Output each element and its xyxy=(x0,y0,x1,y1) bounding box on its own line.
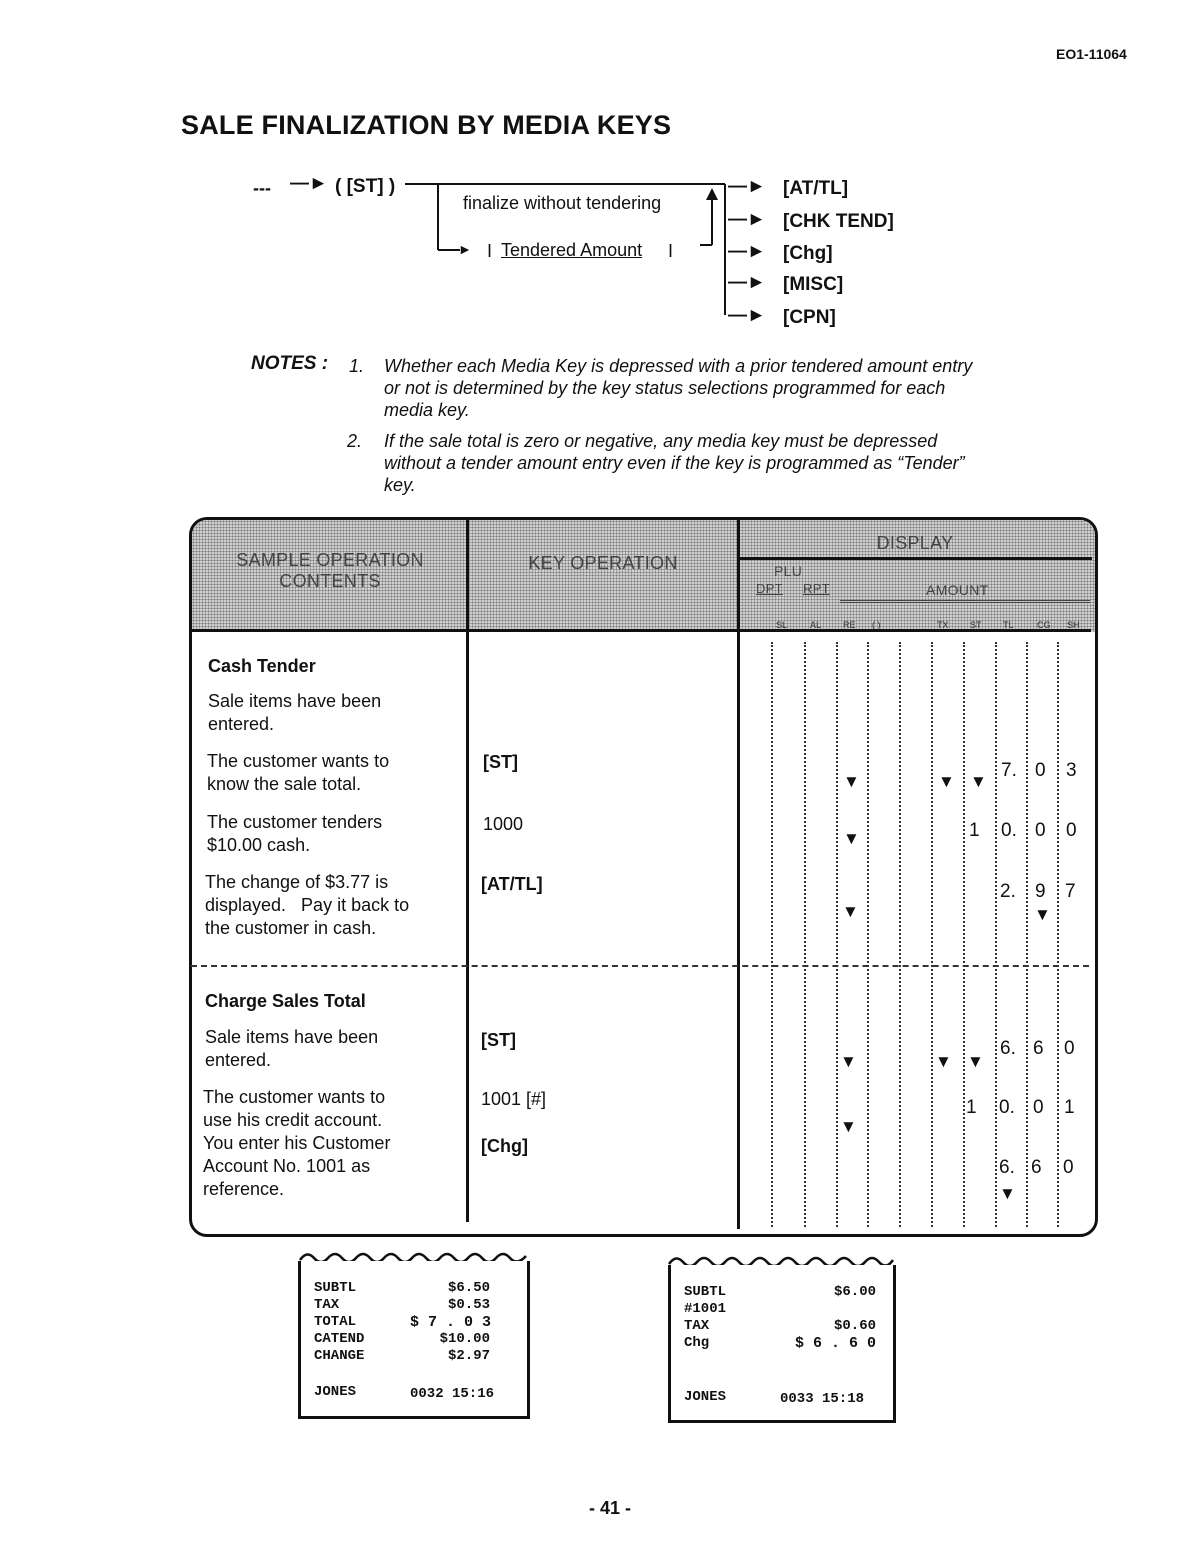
display-guide xyxy=(931,642,933,1227)
indicator-triangle-icon: ▼ xyxy=(840,1117,857,1136)
display-digit: 6. xyxy=(999,1157,1015,1178)
indicator-tl: TL xyxy=(1003,620,1014,630)
flow-key-at-tl: [AT/TL] xyxy=(783,178,849,199)
arrow-right-icon: —► xyxy=(728,305,766,326)
header-dpt: DPT xyxy=(756,581,783,596)
sample-line: displayed. Pay it back to xyxy=(205,895,410,915)
notes-label: NOTES : xyxy=(251,353,329,374)
key-operation: [AT/TL] xyxy=(481,874,543,894)
display-digit: 0 xyxy=(1035,820,1046,841)
display-digit: 0 xyxy=(1066,820,1077,841)
receipt-line xyxy=(314,1331,364,1348)
sample-line: The change of $3.77 is xyxy=(205,872,389,892)
page-number: - 41 - xyxy=(589,1498,632,1518)
note-1 xyxy=(384,355,1074,421)
indicator-re: RE xyxy=(843,620,856,630)
receipt-line xyxy=(684,1284,726,1301)
sample-line: entered. xyxy=(208,714,275,734)
sample-row xyxy=(203,1086,390,1201)
sample-row xyxy=(205,871,409,940)
receipt-cash-values xyxy=(410,1280,490,1365)
display-guide xyxy=(771,642,773,1227)
display-guide xyxy=(995,642,997,1227)
header-sample-operation xyxy=(200,550,460,592)
display-guide xyxy=(836,642,838,1227)
receipt-cash-footer-info xyxy=(410,1386,494,1403)
receipt-line xyxy=(314,1314,364,1331)
note-2 xyxy=(384,430,1074,496)
amount-rule xyxy=(840,600,1090,603)
note-1-line: Whether each Media Key is depressed with a prior tendered amount entry xyxy=(384,356,973,376)
note-2-number: 2. xyxy=(347,431,363,451)
receipt-value xyxy=(780,1301,876,1318)
sample-row xyxy=(208,690,381,736)
indicator-triangle-icon: ▼ xyxy=(840,1052,857,1071)
indicator-triangle-icon: ▼ xyxy=(970,772,987,791)
receipt-label: SUBTL xyxy=(684,1284,727,1300)
arrow-right-icon: —► xyxy=(728,176,766,197)
header-sample-line1: SAMPLE OPERATION xyxy=(236,550,424,570)
flow-key-misc: [MISC] xyxy=(783,274,844,295)
sample-line: Sale items have been xyxy=(205,1027,379,1047)
receipt-label: TAX xyxy=(684,1318,710,1334)
display-digit: 7. xyxy=(1001,760,1017,781)
receipt-charge-lines xyxy=(684,1284,726,1352)
indicator-triangle-icon: ▼ xyxy=(842,902,859,921)
receipt-cash-lines xyxy=(314,1280,364,1365)
display-digit: 6. xyxy=(1000,1038,1016,1059)
note-2-line: without a tender amount entry even if the key is programmed as “Tender” xyxy=(384,453,965,473)
indicator-triangle-icon: ▼ xyxy=(967,1052,984,1071)
receipt-consecutive-time: 0032 15:16 xyxy=(410,1386,495,1402)
receipt-charge-footer-info xyxy=(780,1391,864,1408)
sample-line: reference. xyxy=(203,1179,285,1199)
receipt-line xyxy=(314,1297,364,1314)
arrow-right-icon: ► xyxy=(458,241,472,257)
receipt-label: CATEND xyxy=(314,1331,365,1347)
header-plu: PLU xyxy=(774,563,803,579)
indicator-sh: SH xyxy=(1067,620,1080,630)
receipt-value: $ 6 . 6 0 xyxy=(794,1335,876,1352)
receipt-charge-footer-name xyxy=(684,1389,726,1406)
display-guide xyxy=(1057,642,1059,1227)
sample-line: You enter his Customer xyxy=(203,1133,391,1153)
indicator-paren: ( ) xyxy=(872,620,881,630)
key-operation: [ST] xyxy=(483,752,518,772)
arrow-right-icon: —► xyxy=(728,209,766,230)
indicator-triangle-icon: ▼ xyxy=(843,772,860,791)
flow-key-chg: [Chg] xyxy=(783,243,833,264)
display-guide xyxy=(1026,642,1028,1227)
receipt-line xyxy=(684,1318,726,1335)
sample-row xyxy=(207,811,382,857)
receipt-value: $6.00 xyxy=(833,1284,876,1300)
display-digit: 1 xyxy=(1064,1097,1075,1118)
page-title: SALE FINALIZATION BY MEDIA KEYS xyxy=(181,110,672,140)
key-operation: 1000 xyxy=(483,814,524,834)
sample-row xyxy=(207,750,389,796)
sample-line: know the sale total. xyxy=(207,774,362,794)
display-digit: 0 xyxy=(1035,760,1046,781)
sample-line: The customer tenders xyxy=(207,812,383,832)
sample-line: $10.00 cash. xyxy=(207,835,311,855)
section-divider xyxy=(191,965,1089,967)
sample-line: entered. xyxy=(205,1050,272,1070)
indicator-al: AL xyxy=(810,620,822,630)
section-cash-tender: Cash Tender xyxy=(208,656,316,676)
display-digit: 1 xyxy=(969,820,980,841)
receipt-value: $ 7 . 0 3 xyxy=(410,1314,492,1331)
display-digit: 0 xyxy=(1063,1157,1074,1178)
flow-bar-right: I xyxy=(668,241,674,261)
document-id: EO1-11064 xyxy=(1056,46,1127,62)
display-digit: 9 xyxy=(1035,881,1046,902)
header-key-operation: KEY OPERATION xyxy=(528,553,678,573)
flow-lead: --- xyxy=(253,178,271,198)
display-digit: 1 xyxy=(966,1097,977,1118)
indicator-triangle-icon: ▼ xyxy=(1034,905,1051,924)
display-digit: 7 xyxy=(1065,881,1076,902)
indicator-cg: CG xyxy=(1037,620,1051,630)
header-amount: AMOUNT xyxy=(926,582,989,598)
sample-line: the customer in cash. xyxy=(205,918,377,938)
receipt-value: $6.50 xyxy=(447,1280,490,1296)
header-bottom-rule xyxy=(191,629,1091,632)
display-digit: 0 xyxy=(1033,1097,1044,1118)
receipt-consecutive-time: 0033 15:18 xyxy=(780,1391,865,1407)
note-1-number: 1. xyxy=(349,356,365,376)
sample-line: The customer wants to xyxy=(203,1087,386,1107)
receipt-value: $0.60 xyxy=(833,1318,876,1334)
receipt-value: $2.97 xyxy=(447,1348,490,1364)
indicator-sl: SL xyxy=(776,620,788,630)
display-digit: 6 xyxy=(1031,1157,1042,1178)
receipt-value: $10.00 xyxy=(439,1331,490,1347)
receipt-cash-footer-name xyxy=(314,1384,356,1401)
display-guide xyxy=(804,642,806,1227)
display-guide xyxy=(899,642,901,1227)
header-display: DISPLAY xyxy=(876,533,954,553)
receipt-line xyxy=(684,1301,726,1318)
sample-line: The customer wants to xyxy=(207,751,390,771)
sample-row xyxy=(205,1026,378,1072)
display-digit: 2. xyxy=(1000,881,1016,902)
arrow-right-icon: —► xyxy=(290,173,328,194)
sample-line: use his credit account. xyxy=(203,1110,383,1130)
receipt-label: TOTAL xyxy=(314,1314,357,1330)
section-charge-sales: Charge Sales Total xyxy=(205,991,366,1011)
display-digit: 6 xyxy=(1033,1038,1044,1059)
note-1-line: or not is determined by the key status selections programmed for each xyxy=(384,378,946,398)
arrow-right-icon: —► xyxy=(728,272,766,293)
display-digit: 0. xyxy=(1001,820,1017,841)
key-operation: [Chg] xyxy=(481,1136,528,1156)
indicator-triangle-icon: ▼ xyxy=(843,829,860,848)
header-divider xyxy=(740,557,1092,560)
header-sample-line2: CONTENTS xyxy=(279,571,381,591)
receipt-label: Chg xyxy=(684,1335,710,1351)
key-operation: [ST] xyxy=(481,1030,516,1050)
display-guide xyxy=(963,642,965,1227)
indicator-triangle-icon: ▼ xyxy=(935,1052,952,1071)
flow-st-key: ( [ST] ) xyxy=(335,176,396,197)
receipt-charge-values xyxy=(780,1284,876,1352)
note-1-line: media key. xyxy=(384,400,470,420)
note-2-line: If the sale total is zero or negative, any media key must be depressed xyxy=(384,431,938,451)
receipt-line xyxy=(684,1335,726,1352)
column-divider xyxy=(737,519,740,1229)
sample-line: Sale items have been xyxy=(208,691,382,711)
display-digit: 0. xyxy=(999,1097,1015,1118)
flow-bar-left: I xyxy=(487,241,493,261)
receipt-cashier: JONES xyxy=(684,1389,727,1405)
indicator-tx: TX xyxy=(937,620,949,630)
header-rpt: RPT xyxy=(803,581,830,596)
display-digit: 0 xyxy=(1064,1038,1075,1059)
display-guide xyxy=(867,642,869,1227)
receipt-label: CHANGE xyxy=(314,1348,365,1364)
receipt-line xyxy=(314,1280,364,1297)
indicator-triangle-icon: ▼ xyxy=(999,1184,1016,1203)
note-2-line: key. xyxy=(384,475,416,495)
receipt-cashier: JONES xyxy=(314,1384,357,1400)
arrow-right-icon: —► xyxy=(728,241,766,262)
display-digit: 3 xyxy=(1066,760,1077,781)
sample-line: Account No. 1001 as xyxy=(203,1156,371,1176)
receipt-label: SUBTL xyxy=(314,1280,357,1296)
key-operation: 1001 [#] xyxy=(481,1089,547,1109)
flow-tendered-amount: Tendered Amount xyxy=(501,240,643,260)
receipt-label: #1001 xyxy=(684,1301,727,1317)
receipt-label: TAX xyxy=(314,1297,340,1313)
indicator-st: ST xyxy=(970,620,982,630)
flow-key-chk-tend: [CHK TEND] xyxy=(783,211,894,232)
flow-key-cpn: [CPN] xyxy=(783,307,836,328)
flow-without-tender: finalize without tendering xyxy=(463,193,662,213)
column-divider xyxy=(466,519,469,1222)
indicator-triangle-icon: ▼ xyxy=(938,772,955,791)
receipt-line xyxy=(314,1348,364,1365)
receipt-value: $0.53 xyxy=(447,1297,490,1313)
